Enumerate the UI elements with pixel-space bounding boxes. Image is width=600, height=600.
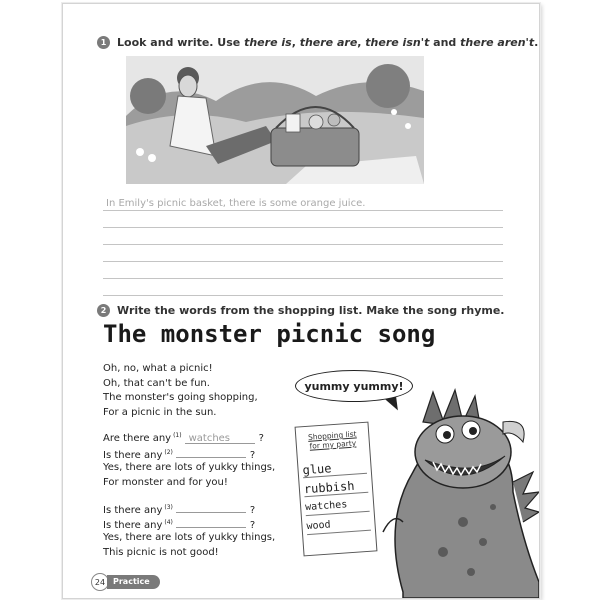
answer-line[interactable] (103, 279, 503, 296)
verse-line: Oh, no, what a picnic! (103, 363, 213, 374)
verse-line: Yes, there are lots of yukky things, (103, 532, 276, 543)
song-title: The monster picnic song (103, 320, 436, 348)
writing-lines (103, 194, 503, 296)
speech-bubble: yummy yummy! (295, 370, 413, 402)
verse-line: For a picnic in the sun. (103, 406, 217, 418)
answer-blank-2[interactable] (176, 447, 246, 458)
verse-line: Oh, that can't be fun. (103, 377, 210, 389)
page-number: 24 (91, 573, 109, 591)
answer-line[interactable] (103, 262, 503, 279)
shopping-list-item: glue (302, 455, 367, 478)
verse-1 (103, 362, 258, 420)
exercise-2-instruction: 2 Write the words from the shopping list. Make the song rhyme. (97, 304, 504, 317)
picnic-illustration (126, 56, 424, 184)
verse-line: Yes, there are lots of yukky things, (103, 462, 276, 473)
answer-blank-3[interactable] (176, 502, 246, 513)
verse-3 (103, 502, 275, 560)
shopping-list-item: watches (304, 493, 369, 516)
answer-blank-4[interactable] (176, 517, 246, 528)
verse-2 (103, 432, 275, 490)
monster-illustration (363, 382, 539, 598)
verse-line: Is there any (3) ? (103, 502, 275, 517)
page-footer (91, 573, 160, 591)
shopping-list-item: rubbish (303, 474, 368, 497)
exercise-2-number-badge: 2 (97, 304, 110, 317)
blank-number: (2) (164, 448, 173, 456)
answer-line[interactable] (103, 228, 503, 245)
answer-blank-1[interactable]: watches (185, 433, 255, 444)
verse-line: Is there any (4) ? (103, 517, 275, 532)
shopping-list (295, 422, 378, 557)
verse-line: For monster and for you! (103, 476, 228, 488)
blank-number: (4) (164, 518, 173, 526)
exercise-1-number-badge: 1 (97, 36, 110, 49)
shopping-list-subtitle: for my party (309, 438, 357, 451)
blank-number: (3) (164, 504, 173, 511)
verse-line: The monster's going shopping, (103, 392, 258, 403)
section-tag: Practice (107, 575, 160, 589)
answer-line[interactable] (103, 245, 503, 262)
verse-line: Is there any (2) ? (103, 447, 275, 462)
verse-line: Are there any (1) watches ? (103, 432, 275, 447)
blank-number: (1) (173, 432, 182, 439)
example-answer-line: In Emily's picnic basket, there is some orange juice. (103, 194, 503, 211)
workbook-page (62, 3, 540, 599)
verse-line: This picnic is not good! (103, 546, 219, 558)
answer-line[interactable] (103, 211, 503, 228)
shopping-list-item: wood (306, 512, 371, 535)
exercise-1-instruction: 1 Look and write. Use there is , there are , there isn't and there aren't . (97, 36, 538, 49)
shopping-list-title: Shopping list (307, 429, 357, 442)
